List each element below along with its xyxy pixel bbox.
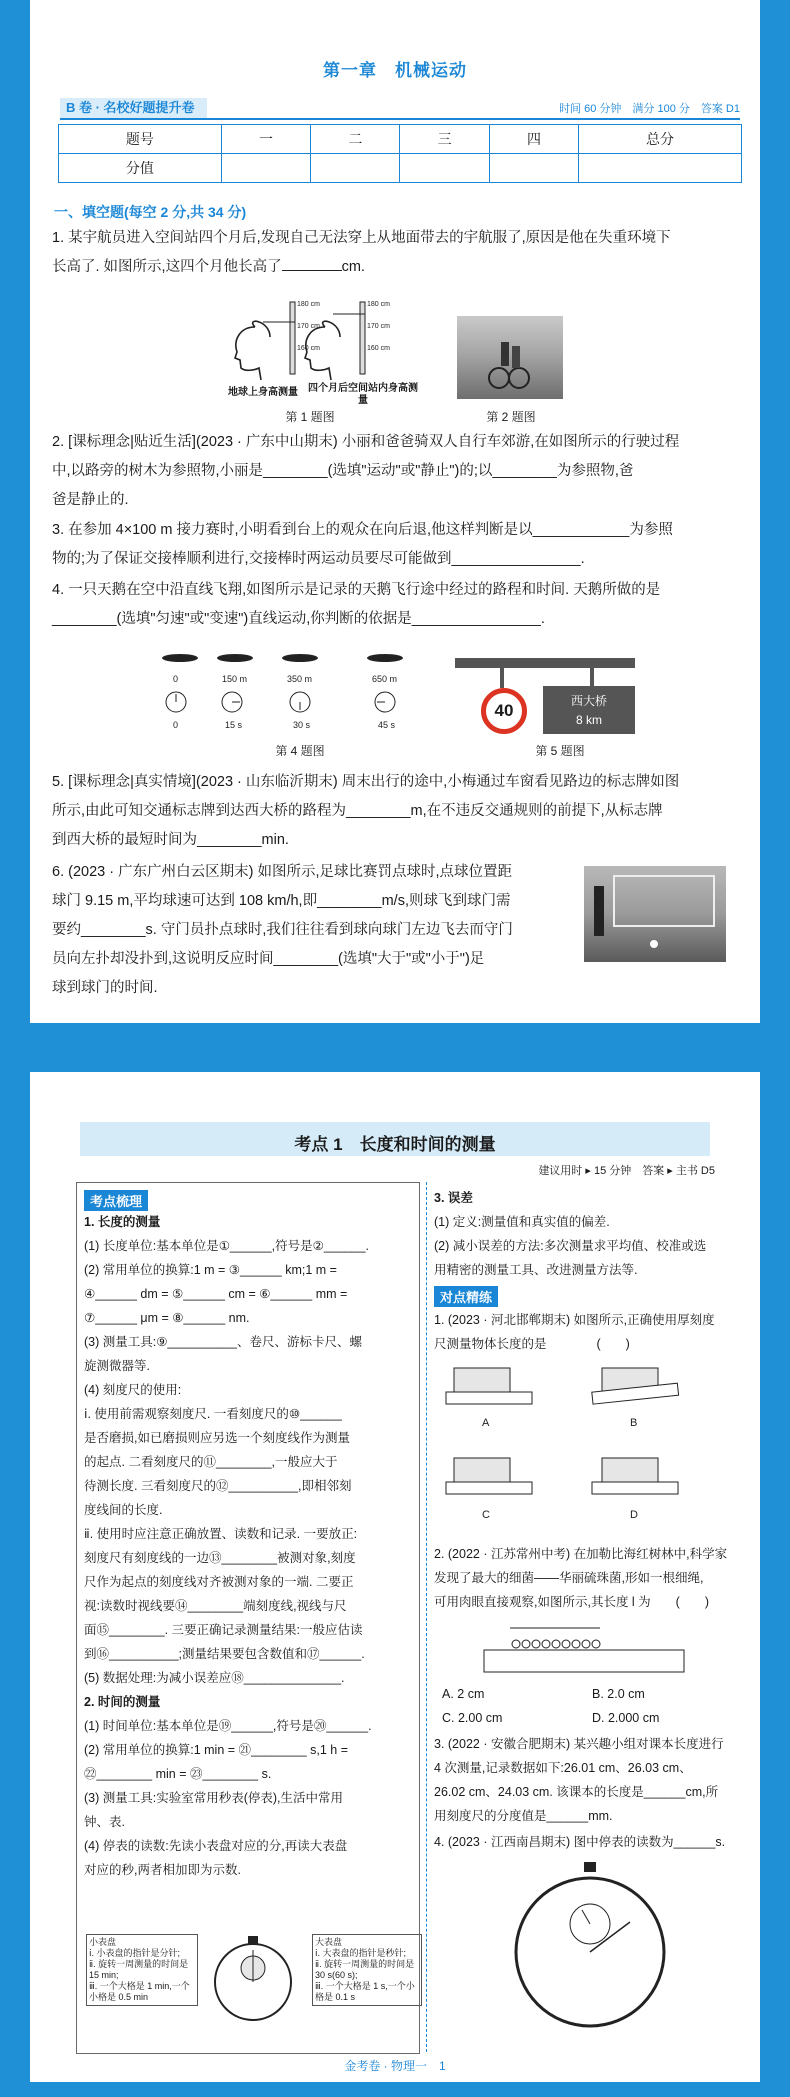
score-cell[interactable]	[489, 154, 578, 183]
fig1-label-earth: 地球上身高测量	[228, 387, 298, 398]
error-section	[434, 1186, 752, 1282]
topic-title: 考点 1 长度和时间的测量	[294, 1135, 496, 1154]
sum-line: (3) 测量工具:实验室常用秒表(停表),生活中常用	[84, 1791, 344, 1805]
sum-line: 度线间的长度.	[84, 1503, 163, 1517]
page-footer: 金考卷 · 物理一 1	[344, 2059, 446, 2073]
section-heading: 一、填空题(每空 2 分,共 34 分)	[54, 204, 247, 220]
q-line: 4. 一只天鹅在空中沿直线飞翔,如图所示是记录的天鹅飞行途中经过的路程和时间. 天鹅所做的是	[52, 582, 661, 598]
score-cell[interactable]	[579, 154, 742, 183]
score-header: 题号	[59, 125, 222, 154]
score-row-label: 分值	[59, 154, 222, 183]
sum-line: 到⑯__________;测量结果要包含数值和⑰______.	[84, 1647, 365, 1661]
r3-line: 4 次测量,记录数据如下:26.01 cm、26.03 cm、	[434, 1761, 692, 1775]
stopwatch-diagram-left	[198, 1934, 308, 2024]
q-line: 3. 在参加 4×100 m 接力赛时,小明看到台上的观众在向后退,他这样判断是以____________为参照	[52, 522, 673, 538]
note-line: ⅲ. 一个大格是 1 s,一个小格是 0.1 s	[315, 1981, 415, 2002]
sum-line: ⑦______ μm = ⑧______ nm.	[84, 1311, 250, 1325]
sum-line: 钟、表.	[84, 1815, 125, 1829]
practice-q3	[434, 1732, 752, 1828]
option-d[interactable]: D. 2.000 cm	[592, 1711, 660, 1725]
svg-text:170 cm: 170 cm	[367, 323, 390, 330]
fig6-photo-football	[584, 866, 726, 962]
question-5	[52, 768, 744, 855]
page-1	[30, 0, 760, 1023]
svg-text:170 cm: 170 cm	[297, 323, 320, 330]
fig4-time: 45 s	[378, 720, 396, 730]
r1-line: 1. (2023 · 河北邯郸期末) 如图所示,正确使用厚刻度	[434, 1313, 715, 1327]
score-cell[interactable]	[400, 154, 489, 183]
q-line: 6. (2023 · 广东广州白云区期末) 如图所示,足球比赛罚点球时,点球位置距	[52, 864, 513, 880]
r2-line: 2. (2022 · 江苏常州中考) 在加勒比海红树林中,科学家	[434, 1547, 728, 1561]
sum-line: 1. 长度的测量	[84, 1215, 161, 1229]
sum-line: (2) 常用单位的换算:1 min = ㉑________ s,1 h =	[84, 1743, 348, 1757]
sum-line: (4) 停表的读数:先读小表盘对应的分,再读大表盘	[84, 1839, 348, 1853]
err-line: 用精密的测量工具、改进测量方法等.	[434, 1263, 638, 1277]
fig4-dist: 0	[173, 674, 179, 684]
r3-line: 用刻度尺的分度值是______mm.	[434, 1809, 613, 1823]
q-line: 到西大桥的最短时间为________min.	[52, 832, 289, 848]
r2-line: 发现了最大的细菌——华丽硫珠菌,形如一根细绳,	[434, 1571, 704, 1585]
paper-tab: B 卷 · 名校好题提升卷	[60, 98, 207, 118]
q-line: 员向左扑却没扑到,这说明反应时间________(选填"大于"或"小于")足	[52, 951, 485, 967]
big-dial-note	[312, 1934, 422, 2006]
option-label: C	[482, 1509, 490, 1521]
ruler-options-diagram	[442, 1362, 742, 1532]
sum-line: (5) 数据处理:为减小误差应⑱______________.	[84, 1671, 345, 1685]
option-label: B	[630, 1417, 638, 1429]
sum-line: (1) 时间单位:基本单位是⑲______,符号是⑳______.	[84, 1719, 372, 1733]
q-line	[52, 253, 744, 282]
q-line: 1. 某宇航员进入空间站四个月后,发现自己无法穿上从地面带去的宇航服了,原因是他在失重环境下	[52, 230, 671, 246]
practice-q2-options	[442, 1682, 742, 1730]
r2-line: 可用肉眼直接观察,如图所示,其长度 l 为 ( )	[434, 1595, 709, 1609]
fig4-caption: 第 4 题图	[275, 744, 325, 758]
svg-text:160 cm: 160 cm	[297, 345, 320, 352]
option-c[interactable]: C. 2.00 cm	[442, 1711, 503, 1725]
page-2	[30, 1072, 760, 2082]
question-4	[52, 576, 744, 634]
fig5-place: 西大桥	[570, 694, 607, 708]
option-label: D	[630, 1509, 638, 1521]
chapter-title: 第一章 机械运动	[323, 61, 467, 80]
option-label: A	[482, 1417, 490, 1429]
practice-header: 对点精练	[434, 1286, 498, 1307]
score-cell[interactable]	[221, 154, 310, 183]
fig2-caption: 第 2 题图	[486, 410, 536, 424]
svg-text:180 cm: 180 cm	[367, 301, 390, 308]
q-text: 长高了. 如图所示,这四个月他长高了	[52, 259, 282, 275]
r3-line: 3. (2022 · 安徽合肥期末) 某兴趣小组对课本长度进行	[434, 1737, 724, 1751]
q-line: 物的;为了保证交接棒顺利进行,交接棒时两运动员要尽可能做到________________.	[52, 551, 585, 567]
q-line: 爸是静止的.	[52, 492, 129, 508]
option-b[interactable]: B. 2.0 cm	[592, 1687, 645, 1701]
note-line: ⅲ. 一个大格是 1 min,一个小格是 0.5 min	[89, 1981, 190, 2002]
sum-line: 视:读数时视线要⑭________端刻度线,视线与尺	[84, 1599, 347, 1613]
paper-info: 时间 60 分钟 满分 100 分 答案 D1	[559, 103, 740, 115]
err-line: 3. 误差	[434, 1191, 473, 1205]
summary-header: 考点梳理	[84, 1190, 148, 1211]
stopwatch-diagram-right	[500, 1862, 680, 2032]
practice-q2	[434, 1542, 752, 1614]
score-header: 三	[400, 125, 489, 154]
fig5-post	[590, 668, 594, 686]
err-line: (2) 减小误差的方法:多次测量求平均值、校准或选	[434, 1239, 707, 1253]
svg-text:160 cm: 160 cm	[367, 345, 390, 352]
q-line: 所示,由此可知交通标志牌到达西大桥的路程为________m,在不违反交通规则的前提下,从标志牌	[52, 803, 663, 819]
note-line: 小表盘	[89, 1937, 117, 1947]
sum-line: ④______ dm = ⑤______ cm = ⑥______ mm =	[84, 1287, 348, 1301]
q-text: cm.	[341, 259, 365, 275]
score-header: 总分	[579, 125, 742, 154]
score-header: 四	[489, 125, 578, 154]
score-cell[interactable]	[311, 154, 400, 183]
note-line: 大表盘	[315, 1937, 343, 1947]
note-line: ⅱ. 旋转一周测量的时间是 15 min;	[89, 1959, 189, 1980]
fig4-dist: 150 m	[222, 674, 248, 684]
fig5-beam	[455, 658, 635, 668]
practice-q4: 4. (2023 · 江西南昌期末) 图中停表的读数为______s.	[434, 1835, 726, 1849]
fig4-dist: 350 m	[287, 674, 313, 684]
question-1	[52, 224, 744, 282]
score-header: 一	[221, 125, 310, 154]
small-dial-note	[86, 1934, 198, 2006]
sum-line: 的起点. 二看刻度尺的⑪________,一般应大于	[84, 1455, 338, 1469]
fig5-place-sign	[543, 686, 635, 734]
r3-line: 26.02 cm、24.03 cm. 该课本的长度是______cm,所	[434, 1785, 719, 1799]
fig5-km: 8 km	[575, 713, 602, 727]
option-a[interactable]: A. 2 cm	[442, 1687, 485, 1701]
sum-line: 待测长度. 三看刻度尺的⑫__________,即相邻刻	[84, 1479, 352, 1493]
sum-line: 旋测微器等.	[84, 1359, 150, 1373]
note-line: ⅰ. 大表盘的指针是秒针;	[315, 1948, 407, 1958]
fig1-label-space: 四个月后空间站内身高测量	[308, 383, 418, 406]
fig4-dist: 650 m	[372, 674, 398, 684]
r1-line: 尺测量物体长度的是 ( )	[434, 1337, 630, 1351]
sum-line: 是否磨损,如已磨损则应另选一个刻度线作为测量	[84, 1431, 350, 1445]
fig5-speed-sign: 40	[481, 688, 527, 734]
fig4-time: 15 s	[225, 720, 243, 730]
sum-line: ⅱ. 使用时应注意正确放置、读数和记录. 一要放正:	[84, 1527, 358, 1541]
q-line: ________(选填"匀速"或"变速")直线运动,你判断的依据是________________.	[52, 611, 545, 627]
summary-text	[84, 1210, 414, 1882]
fig4-time: 0	[173, 720, 179, 730]
question-6	[52, 858, 572, 1003]
q-line: 球到球门的时间.	[52, 980, 158, 996]
q-line: 中,以路旁的树木为参照物,小丽是________(选填"运动"或"静止")的;以________为参照物,爸	[52, 463, 634, 479]
sum-line: (2) 常用单位的换算:1 m = ③______ km;1 m =	[84, 1263, 337, 1277]
score-table	[58, 124, 742, 183]
fig1-caption: 第 1 题图	[285, 410, 335, 424]
svg-text:180 cm: 180 cm	[297, 301, 320, 308]
sum-line: 面⑮________. 三要正确记录测量结果:一般应估读	[84, 1623, 363, 1637]
err-line: (1) 定义:测量值和真实值的偏差.	[434, 1215, 610, 1229]
topic-bar	[80, 1122, 710, 1156]
fig2-photo-bicycle	[457, 316, 563, 399]
bacteria-ruler-diagram	[480, 1620, 700, 1680]
fig4-swan-diagram	[150, 640, 450, 740]
question-3	[52, 516, 744, 574]
sum-line: ⅰ. 使用前需观察刻度尺. 一看刻度尺的⑩______	[84, 1407, 342, 1421]
sum-line: (4) 刻度尺的使用:	[84, 1383, 182, 1397]
q-line: 2. [课标理念|贴近生活](2023 · 广东中山期末) 小丽和爸爸骑双人自行车郊游,在如图所示的行驶过程	[52, 434, 680, 450]
fig5-caption: 第 5 题图	[535, 744, 585, 758]
q-line: 要约________s. 守门员扑点球时,我们往往看到球向球门左边飞去而守门	[52, 922, 513, 938]
q-line: 5. [课标理念|真实情境](2023 · 山东临沂期末) 周末出行的途中,小梅通过车窗看见路边的标志牌如图	[52, 774, 680, 790]
column-divider	[426, 1182, 427, 2052]
paper-bar	[60, 98, 740, 120]
fig1-height-diagram	[215, 292, 425, 392]
note-line: ⅱ. 旋转一周测量的时间是 30 s(60 s);	[315, 1959, 415, 1980]
sum-line: (1) 长度单位:基本单位是①______,符号是②______.	[84, 1239, 370, 1253]
topic-sub: 建议用时 ▸ 15 分钟 答案 ▸ 主书 D5	[538, 1165, 715, 1177]
sum-line: (3) 测量工具:⑨__________、卷尺、游标卡尺、螺	[84, 1335, 362, 1349]
fig5-post	[500, 668, 504, 688]
q-line: 球门 9.15 m,平均球速可达到 108 km/h,即________m/s,则球飞到球门需	[52, 893, 511, 909]
sum-line: 对应的秒,两者相加即为示数.	[84, 1863, 241, 1877]
score-header: 二	[311, 125, 400, 154]
note-line: ⅰ. 小表盘的指针是分针;	[89, 1948, 181, 1958]
sum-line: ㉒________ min = ㉓________ s.	[84, 1767, 272, 1781]
fig4-time: 30 s	[293, 720, 311, 730]
question-2	[52, 428, 744, 515]
sum-line: 刻度尺有刻度线的一边⑬________被测对象,刻度	[84, 1551, 356, 1565]
answer-blank[interactable]	[282, 256, 342, 271]
sum-line: 尺作为起点的刻度线对齐被测对象的一端. 二要正	[84, 1575, 354, 1589]
practice-q1	[434, 1308, 752, 1356]
sum-line: 2. 时间的测量	[84, 1695, 161, 1709]
